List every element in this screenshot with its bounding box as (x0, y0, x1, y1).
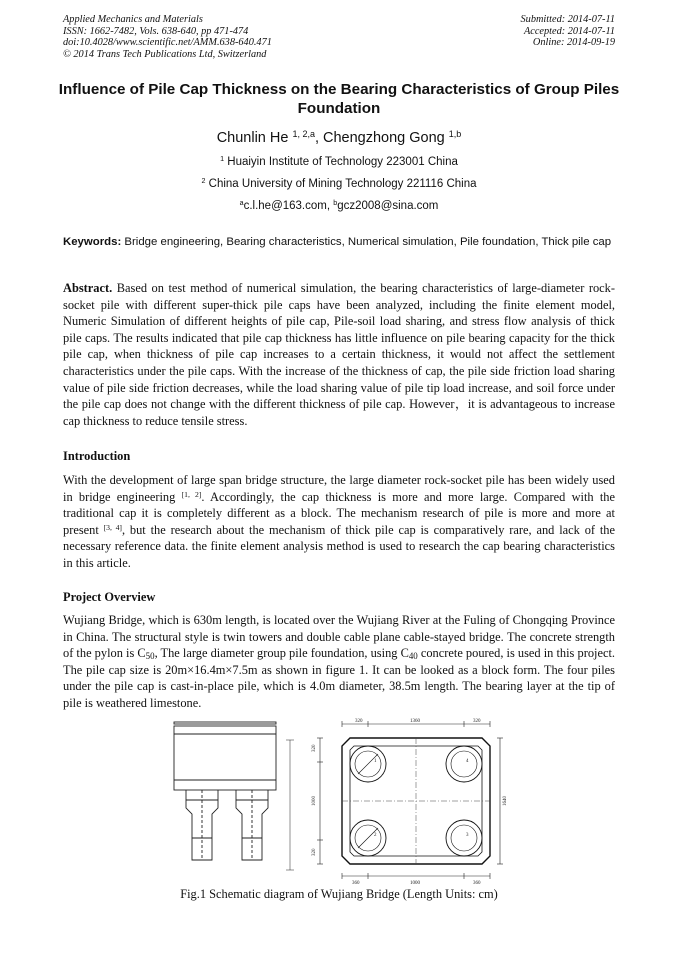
bridge-elevation-figure (172, 720, 302, 878)
doi-line: doi:10.4028/www.scientific.net/AMM.638-640.471 (63, 37, 272, 48)
c40-subscript: 40 (408, 650, 418, 661)
publication-dates (521, 14, 615, 49)
dim-top-right: 320 (473, 719, 481, 724)
author-2: Chengzhong Gong (323, 130, 445, 146)
keywords-text: Bridge engineering, Bearing characteristics, Numerical simulation, Pile foundation, Thick pile cap (124, 236, 612, 248)
introduction-heading: Introduction (63, 449, 131, 463)
copyright-line: © 2014 Trans Tech Publications Ltd, Switzerland (63, 48, 267, 60)
dim-bottom-right: 360 (473, 881, 481, 886)
affiliation-1-number: 1 (220, 155, 225, 164)
dim-bottom-left: 360 (352, 881, 360, 886)
online-date: Online: 2014-09-19 (532, 37, 615, 48)
author-2-affil: 1,b (448, 129, 462, 140)
pile-number-1: 1 (374, 759, 377, 764)
pile-number-2: 2 (374, 833, 377, 838)
intro-text-3: , but the research about the mechanism of thick pile cap is comparatively rare, and lack of the necessary reference data. the finite element analysis method is used to research the cap bearing characteristics in this article. (63, 522, 615, 570)
author-line (0, 130, 678, 146)
accepted-date: Accepted: 2014-07-11 (523, 25, 615, 37)
author-emails (0, 200, 678, 212)
journal-name: Applied Mechanics and Materials (63, 14, 203, 25)
project-text-2: , The large diameter group pile foundation, using C (154, 646, 409, 661)
abstract-label: Abstract. (63, 281, 113, 295)
intro-text-1: With the development of large span bridge structure, the large diameter rock-socket pile has been widely used in bridge engineering (63, 473, 615, 504)
email-a[interactable]: c.l.he@163.com, (243, 200, 334, 212)
pile-number-4: 4 (466, 759, 469, 764)
dim-top-left: 320 (355, 719, 363, 724)
dim-right-total: 1640 (503, 796, 508, 806)
figure-caption: Fig.1 Schematic diagram of Wujiang Bridge (Length Units: cm) (180, 887, 498, 901)
affiliation-1 (0, 156, 678, 168)
keywords-label: Keywords: (63, 236, 122, 248)
project-overview-heading: Project Overview (63, 590, 156, 604)
dim-bottom-middle: 1000 (410, 881, 420, 886)
pile-cap-plan-figure (310, 716, 506, 886)
dim-left-top: 320 (312, 744, 317, 752)
pile-number-3: 3 (466, 833, 469, 838)
affiliation-2-number: 2 (201, 177, 206, 186)
email-b[interactable]: gcz2008@sina.com (337, 200, 439, 212)
citation-1-2[interactable]: [1, 2] (181, 489, 202, 499)
dim-left-middle: 1000 (312, 796, 317, 806)
author-separator: , (314, 130, 324, 146)
intro-text-2: . Accordingly, the cap thickness is more and more large. Compared with the traditional cap it is completely different as a block. The mechanism research of pile is more and more at present (63, 489, 616, 537)
affiliation-1-text: Huaiyin Institute of Technology 223001 China (227, 156, 458, 168)
author-1-affil: 1, 2,a (292, 129, 315, 140)
introduction-paragraph (63, 472, 615, 572)
paper-title: Influence of Pile Cap Thickness on the Bearing Characteristics of Group Piles Foundation (58, 81, 620, 117)
journal-info (63, 14, 272, 60)
project-overview-paragraph (63, 612, 615, 712)
deck-line (174, 722, 276, 724)
affiliation-2-text: China University of Mining Technology 221116 China (208, 178, 477, 190)
pile-circle-3 (446, 820, 482, 856)
dim-left-bottom: 320 (312, 848, 317, 856)
email-b-marker: b (333, 199, 338, 208)
email-a-marker: a (239, 199, 244, 208)
keywords (63, 235, 616, 250)
abstract (63, 280, 615, 429)
abstract-text: Based on test method of numerical simulation, the bearing characteristics of large-diameter rock-socket pile with different super-thick pile caps have been analyzed, including the finite element model, Numeric Simulation of different heights of pile cap, Pile-soil load sharing, and stress flow analysis of thick pile caps. The results indicated that pile cap thickness has little influence on pile bearing capacity for the thick pile cap, when thickness of pile cap increases to a certain thickness, it would not affect the settlement characteristics under the pile caps. With the increase of the thickness of cap, the pile side friction load sharing value of pile side friction decreases, while the load sharing value of pile tip load increase, and soil force under the pile cap does not change with the different thickness of pile cap. However，it is advantageous to increase cap thickness to reduce tensile stress. (63, 281, 615, 428)
submitted-date: Submitted: 2014-07-11 (520, 14, 615, 25)
affiliation-2 (0, 178, 678, 190)
dim-top-middle: 1360 (410, 719, 420, 724)
issn-line: ISSN: 1662-7482, Vols. 638-640, pp 471-474 (63, 25, 249, 37)
citation-3-4[interactable]: [3, 4] (103, 522, 122, 532)
author-1: Chunlin He (216, 130, 289, 146)
project-text-3: concrete poured, is used in this project. The pile cap size is 20m×16.4m×7.5m as shown in figure 1. It can be looked as a block form. The four piles under the pile cap is cast-in-place pile, which is 4.0m diameter, 38.5m length. The bearing layer at the tip of pile is weathered limestone. (63, 646, 615, 710)
project-text-1: Wujiang Bridge, which is 630m length, is located over the Wujiang River at the Fuling of Chongqing Province in China. The structural style is twin towers and double cable plane cable-stayed bridge. The concrete strength of the pylon is C (63, 613, 615, 661)
pile-circle-4 (446, 746, 482, 782)
c50-subscript: 50 (145, 650, 155, 661)
